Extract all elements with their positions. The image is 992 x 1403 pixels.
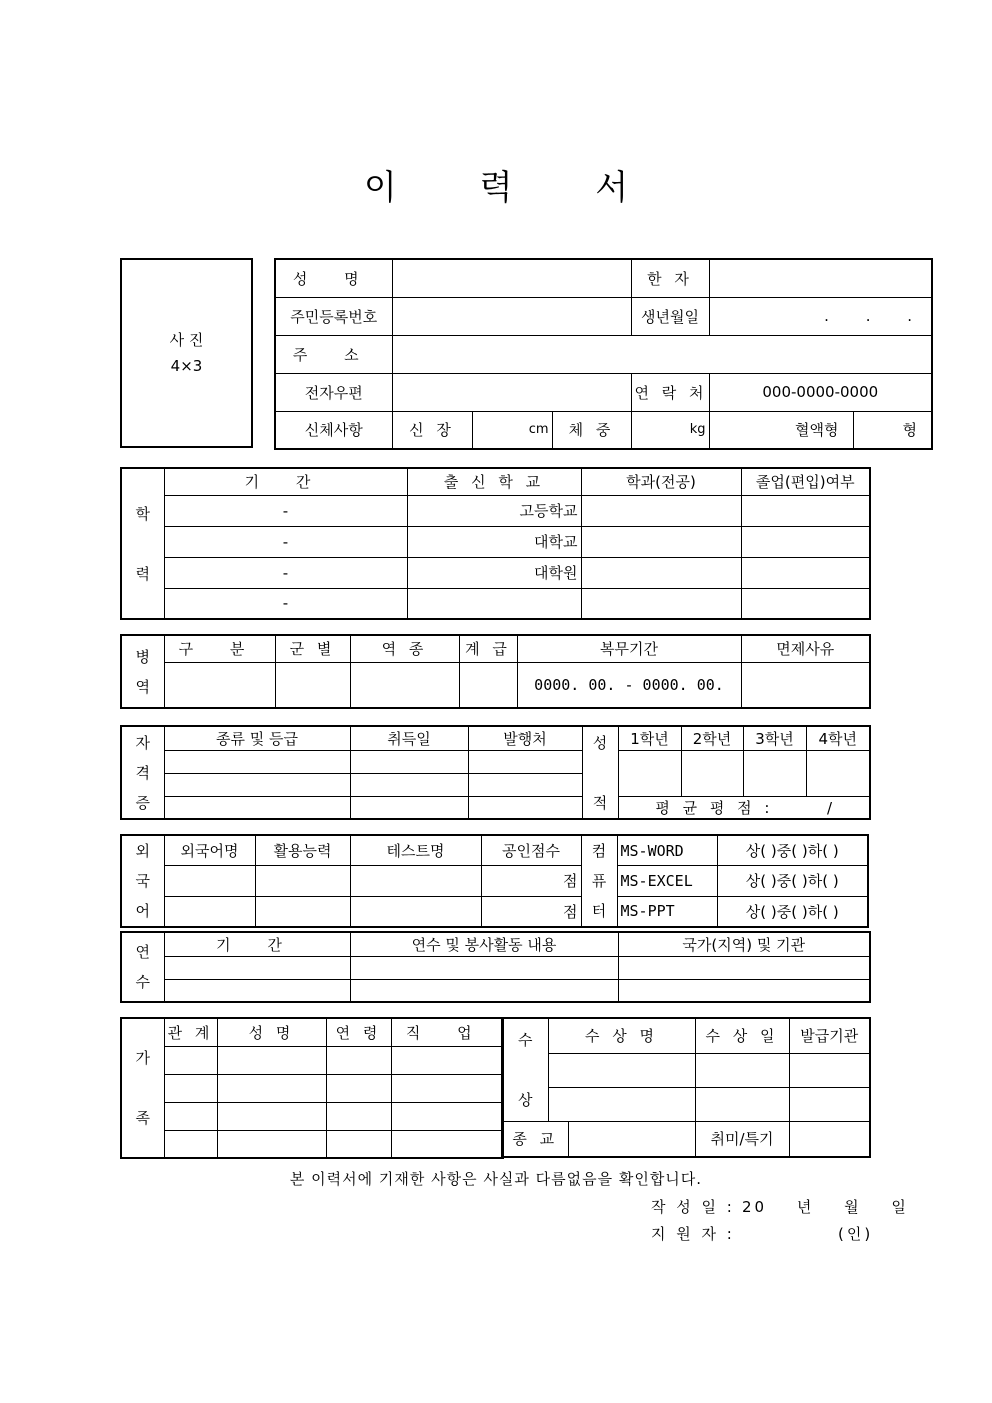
height-field[interactable]: cm xyxy=(472,411,552,449)
edu-major[interactable] xyxy=(581,557,741,588)
height-label: 신 장 xyxy=(392,411,472,449)
family-age-field[interactable] xyxy=(326,1074,391,1102)
rrn-label: 주민등록번호 xyxy=(275,297,392,335)
military-section-label: 병 역 xyxy=(121,635,164,708)
mil-exemption-field[interactable] xyxy=(741,662,870,708)
edu-period[interactable]: - xyxy=(164,495,407,526)
family-name-field[interactable] xyxy=(217,1102,326,1130)
edu-school[interactable]: 고등학교 xyxy=(407,495,581,526)
license-section-label: 자 격 증 xyxy=(121,726,164,819)
hanja-label: 한 자 xyxy=(631,259,709,297)
training-org-field[interactable] xyxy=(618,956,870,979)
computer-item-ppt: MS-PPT xyxy=(617,896,717,927)
date-value[interactable]: 20 년 월 일 xyxy=(742,1198,909,1216)
computer-level-word[interactable]: 상( )중( )하( ) xyxy=(717,835,868,866)
body-label: 신체사항 xyxy=(275,411,392,449)
training-content-field[interactable] xyxy=(350,979,618,1002)
license-issuer-field[interactable] xyxy=(468,773,582,796)
name-field[interactable] xyxy=(392,259,631,297)
computer-item-excel: MS-EXCEL xyxy=(617,866,717,897)
name-label: 성 명 xyxy=(275,259,392,297)
grade-header-2: 2학년 xyxy=(681,726,743,750)
photo-box[interactable] xyxy=(120,258,253,448)
family-age-field[interactable] xyxy=(326,1102,391,1130)
training-header-content: 연수 및 봉사활동 내용 xyxy=(350,932,618,956)
edu-period[interactable]: - xyxy=(164,526,407,557)
mil-header-branch: 군 별 xyxy=(275,635,350,662)
birth-label: 생년월일 xyxy=(631,297,709,335)
photo-label: 사 진 xyxy=(169,331,204,349)
declaration-text: 본 이력서에 기재한 사항은 사실과 다름없음을 확인합니다. xyxy=(289,1170,703,1188)
lang-header-score: 공인점수 xyxy=(481,835,581,866)
awards-table xyxy=(501,1017,871,1158)
family-job-field[interactable] xyxy=(391,1046,503,1074)
award-date-field[interactable] xyxy=(695,1087,789,1121)
edu-major[interactable] xyxy=(581,495,741,526)
edu-graduation[interactable] xyxy=(741,526,870,557)
address-field[interactable] xyxy=(392,335,932,373)
education-table xyxy=(120,467,871,620)
license-type-field[interactable] xyxy=(164,773,350,796)
award-name-field[interactable] xyxy=(548,1087,695,1121)
family-age-field[interactable] xyxy=(326,1130,391,1158)
license-header-type: 종류 및 등급 xyxy=(164,726,350,750)
family-name-field[interactable] xyxy=(217,1074,326,1102)
family-age-field[interactable] xyxy=(326,1046,391,1074)
training-table xyxy=(120,931,871,1003)
blood-field[interactable]: 형 xyxy=(853,411,932,449)
edu-header-graduation: 졸업(편입)여부 xyxy=(741,468,870,495)
lang-test-field[interactable] xyxy=(350,866,481,897)
edu-period[interactable]: - xyxy=(164,557,407,588)
email-field[interactable] xyxy=(392,373,631,411)
lang-header-test: 테스트명 xyxy=(350,835,481,866)
lang-score-field[interactable]: 점 xyxy=(481,896,581,927)
gpa-separator: / xyxy=(827,798,833,817)
edu-graduation[interactable] xyxy=(741,495,870,526)
edu-school[interactable] xyxy=(407,588,581,619)
lang-score-field[interactable]: 점 xyxy=(481,866,581,897)
mil-class-field[interactable] xyxy=(350,662,459,708)
family-relation-field[interactable] xyxy=(164,1074,217,1102)
family-name-field[interactable] xyxy=(217,1046,326,1074)
grade-header-3: 3학년 xyxy=(743,726,806,750)
mil-type-field[interactable] xyxy=(164,662,275,708)
lang-test-field[interactable] xyxy=(350,896,481,927)
award-date-field[interactable] xyxy=(695,1053,789,1087)
gpa-label: 평 균 평 점 : xyxy=(655,798,774,817)
education-section-label: 학 력 xyxy=(121,468,164,619)
language-table xyxy=(120,834,869,928)
family-header-age: 연 령 xyxy=(326,1018,391,1046)
mil-header-class: 역 종 xyxy=(350,635,459,662)
mil-header-exemption: 면제사유 xyxy=(741,635,870,662)
computer-item-word: MS-WORD xyxy=(617,835,717,866)
religion-label: 종 교 xyxy=(502,1121,568,1157)
family-section-label: 가 족 xyxy=(121,1018,164,1158)
family-relation-field[interactable] xyxy=(164,1046,217,1074)
license-header-issuer: 발행처 xyxy=(468,726,582,750)
license-table xyxy=(120,725,871,820)
gpa-field[interactable] xyxy=(618,796,870,819)
lang-name-field[interactable] xyxy=(164,866,255,897)
family-table xyxy=(120,1017,504,1159)
license-date-field[interactable] xyxy=(350,773,468,796)
seal-mark[interactable]: (인) xyxy=(838,1225,874,1243)
blood-label: 혈액형 xyxy=(709,411,853,449)
date-label: 작 성 일 : xyxy=(651,1198,735,1216)
hobby-label: 취미/특기 xyxy=(695,1121,789,1157)
license-issuer-field[interactable] xyxy=(468,750,582,773)
hanja-field[interactable] xyxy=(709,259,932,297)
photo-size: 4×3 xyxy=(170,357,203,375)
contact-field[interactable]: 000-0000-0000 xyxy=(709,373,932,411)
family-job-field[interactable] xyxy=(391,1102,503,1130)
award-header-issuer: 발급기관 xyxy=(789,1018,870,1053)
family-job-field[interactable] xyxy=(391,1074,503,1102)
training-content-field[interactable] xyxy=(350,956,618,979)
family-header-job: 직 업 xyxy=(391,1018,503,1046)
edu-header-period: 기 간 xyxy=(164,468,407,495)
edu-major[interactable] xyxy=(581,526,741,557)
grade-1-field[interactable] xyxy=(618,750,681,796)
award-header-name: 수 상 명 xyxy=(548,1018,695,1053)
edu-school[interactable]: 대학원 xyxy=(407,557,581,588)
birth-field[interactable]: . . . xyxy=(709,297,932,335)
grade-header-1: 1학년 xyxy=(618,726,681,750)
military-table xyxy=(120,634,871,709)
license-type-field[interactable] xyxy=(164,750,350,773)
mil-header-type: 구 분 xyxy=(164,635,275,662)
training-org-field[interactable] xyxy=(618,979,870,1002)
lang-header-name: 외국어명 xyxy=(164,835,255,866)
license-date-field[interactable] xyxy=(350,796,468,819)
training-section-label: 연 수 xyxy=(121,932,164,1002)
lang-name-field[interactable] xyxy=(164,896,255,927)
lang-ability-field[interactable] xyxy=(255,866,350,897)
grade-3-field[interactable] xyxy=(743,750,806,796)
grades-section-label: 성 적 xyxy=(582,726,618,819)
computer-section-label: 컴 퓨 터 xyxy=(581,835,617,927)
address-label: 주 소 xyxy=(275,335,392,373)
weight-label: 체 중 xyxy=(552,411,631,449)
training-period-field[interactable] xyxy=(164,956,350,979)
page-title: 이 력 서 xyxy=(363,168,665,208)
license-header-date: 취득일 xyxy=(350,726,468,750)
applicant-label: 지 원 자 : xyxy=(651,1225,735,1243)
license-type-field[interactable] xyxy=(164,796,350,819)
edu-graduation[interactable] xyxy=(741,588,870,619)
edu-period[interactable]: - xyxy=(164,588,407,619)
lang-header-ability: 활용능력 xyxy=(255,835,350,866)
rrn-field[interactable] xyxy=(392,297,631,335)
family-header-relation: 관 계 xyxy=(164,1018,217,1046)
family-header-name: 성 명 xyxy=(217,1018,326,1046)
award-section-label: 수 상 xyxy=(502,1018,548,1121)
edu-school[interactable]: 대학교 xyxy=(407,526,581,557)
mil-period-field[interactable]: 0000. 00. - 0000. 00. xyxy=(517,662,741,708)
training-period-field[interactable] xyxy=(164,979,350,1002)
license-issuer-field[interactable] xyxy=(468,796,582,819)
edu-major[interactable] xyxy=(581,588,741,619)
personal-info-table xyxy=(274,258,933,450)
religion-field[interactable] xyxy=(568,1121,695,1157)
grade-header-4: 4학년 xyxy=(806,726,870,750)
weight-field[interactable]: kg xyxy=(631,411,709,449)
family-relation-field[interactable] xyxy=(164,1130,217,1158)
family-name-field[interactable] xyxy=(217,1130,326,1158)
mil-rank-field[interactable] xyxy=(459,662,517,708)
edu-header-school: 출 신 학 교 xyxy=(407,468,581,495)
award-issuer-field[interactable] xyxy=(789,1087,870,1121)
computer-level-ppt[interactable]: 상( )중( )하( ) xyxy=(717,896,868,927)
edu-graduation[interactable] xyxy=(741,557,870,588)
mil-branch-field[interactable] xyxy=(275,662,350,708)
mil-header-rank: 계 급 xyxy=(459,635,517,662)
email-label: 전자우편 xyxy=(275,373,392,411)
contact-label: 연 락 처 xyxy=(631,373,709,411)
training-header-period: 기 간 xyxy=(164,932,350,956)
family-job-field[interactable] xyxy=(391,1130,503,1158)
grade-4-field[interactable] xyxy=(806,750,870,796)
award-name-field[interactable] xyxy=(548,1053,695,1087)
lang-ability-field[interactable] xyxy=(255,896,350,927)
license-date-field[interactable] xyxy=(350,750,468,773)
family-relation-field[interactable] xyxy=(164,1102,217,1130)
mil-header-period: 복무기간 xyxy=(517,635,741,662)
language-section-label: 외 국 어 xyxy=(121,835,164,927)
award-header-date: 수 상 일 xyxy=(695,1018,789,1053)
training-header-org: 국가(지역) 및 기관 xyxy=(618,932,870,956)
award-issuer-field[interactable] xyxy=(789,1053,870,1087)
hobby-field[interactable] xyxy=(789,1121,870,1157)
grade-2-field[interactable] xyxy=(681,750,743,796)
edu-header-major: 학과(전공) xyxy=(581,468,741,495)
computer-level-excel[interactable]: 상( )중( )하( ) xyxy=(717,866,868,897)
